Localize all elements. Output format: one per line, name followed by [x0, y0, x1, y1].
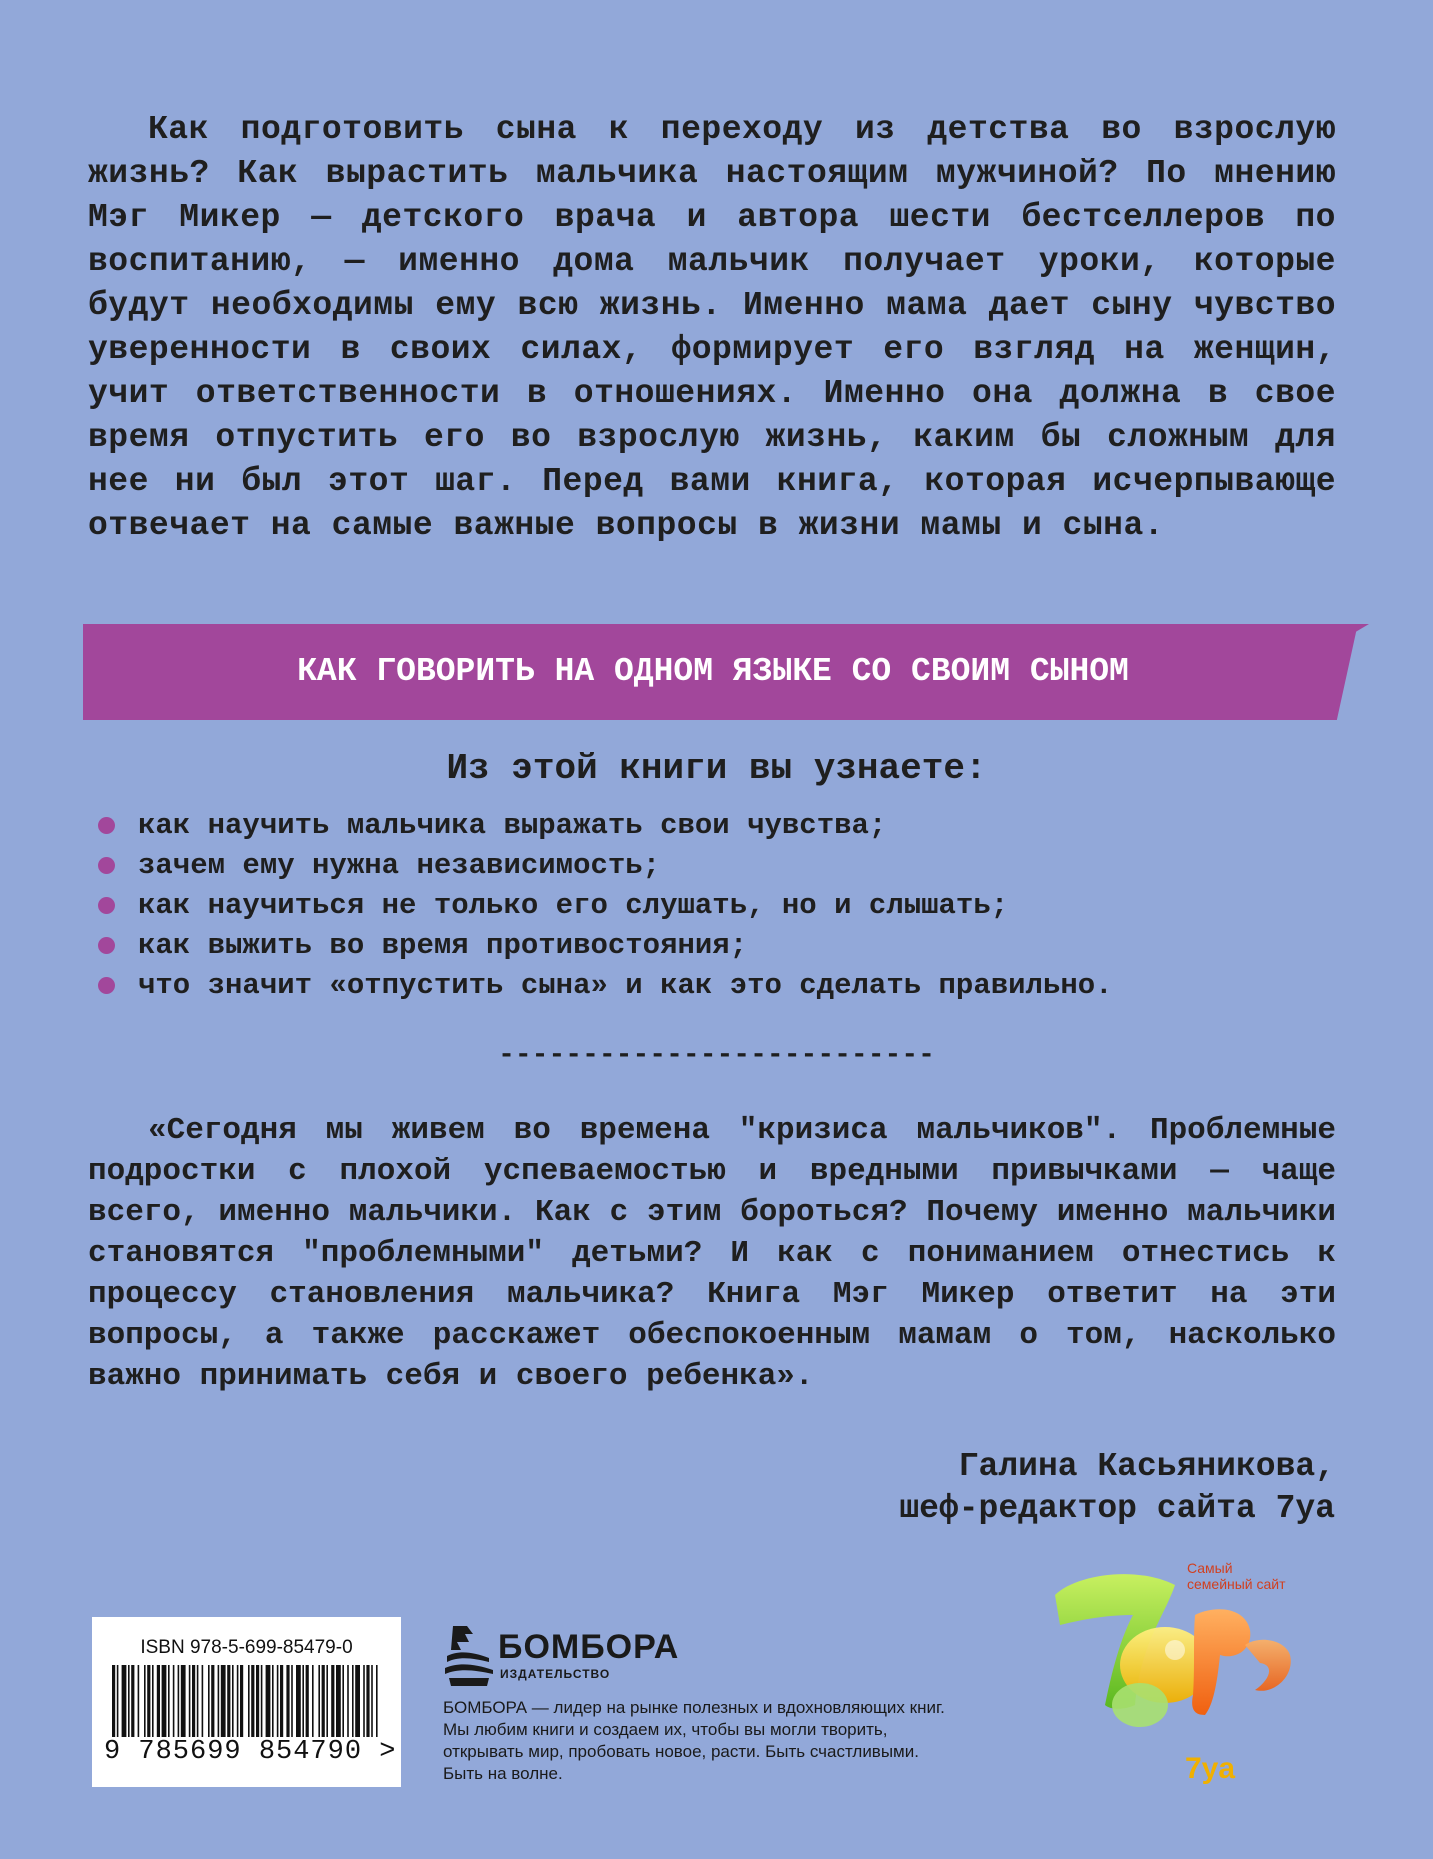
- publisher-subtitle: ИЗДАТЕЛЬСТВО: [500, 1667, 611, 1681]
- quote-paragraph: «Сегодня мы живем во времена "кризиса мальчиков". Проблемные подростки с плохой успеваемостью и вредными привычками — чаще всего, именно мальчики. Как с этим бороться? Почему именно мальчики становятся "проблемными" детьми? И как с пониманием отнестись к процессу становления мальчика? Книга Мэг Микер ответит на эти вопросы, а также расскажет обеспокоенным мамам о том, насколько важно принимать себя и своего ребенка».: [88, 1113, 1336, 1394]
- barcode-digits: 9 785699 854790 >: [104, 1737, 397, 1767]
- list-item: зачем ему нужна независимость;: [98, 846, 1113, 886]
- intro-paragraph: Как подготовить сына к переходу из детства во взрослую жизнь? Как вырастить мальчика настоящим мужчиной? По мнению Мэг Микер — детского врача и автора шести бестселлеров по воспитанию, — именно дома мальчик получает уроки, которые будут необходимы ему всю жизнь. Именно мама дает сыну чувство уверенности в своих силах, формирует его взгляд на женщин, учит ответственности в отношениях. Именно она должна в свое время отпустить его во взрослую жизнь, каким бы сложным для нее ни был этот шаг. Перед вами книга, которая исчерпывающе отвечает на самые важные вопросы в жизни мамы и сына.: [88, 111, 1336, 544]
- barcode-box: [92, 1617, 401, 1787]
- divider: --------------------------: [498, 1040, 935, 1071]
- bullet-icon: [98, 977, 115, 994]
- publisher-description: БОМБОРА — лидер на рынке полезных и вдохновляющих книг. Мы любим книги и создаем их, чтобы вы могли творить, открывать мир, пробовать новое, расти. Быть счастливыми. Быть на волне.: [443, 1698, 945, 1783]
- learn-title: Из этой книги вы узнаете:: [446, 748, 987, 789]
- bombora-logo-icon: [443, 1622, 495, 1688]
- 7ya-tagline: Самый семейный сайт: [1187, 1560, 1286, 1592]
- bullet-icon: [98, 937, 115, 954]
- 7ya-name: 7ya: [1185, 1752, 1236, 1785]
- list-item: как выжить во время противостояния;: [98, 926, 1113, 966]
- barcode-icon: [112, 1665, 382, 1737]
- author-role: шеф-редактор сайта 7ya: [899, 1490, 1335, 1527]
- list-item: как научить мальчика выражать свои чувства;: [98, 806, 1113, 846]
- intro-text: [88, 108, 1336, 548]
- publisher-name: БОМБОРА: [498, 1628, 680, 1666]
- quote-text: [88, 1110, 1336, 1397]
- author-name: Галина Касьяникова,: [958, 1448, 1335, 1485]
- quote-author: [899, 1446, 1335, 1530]
- learn-list: [98, 806, 1113, 1006]
- bullet-icon: [98, 817, 115, 834]
- bullet-icon: [98, 857, 115, 874]
- band-title: КАК ГОВОРИТЬ НА ОДНОМ ЯЗЫКЕ СО СВОИМ СЫНОМ: [297, 653, 1129, 690]
- list-item: что значит «отпустить сына» и как это сделать правильно.: [98, 966, 1113, 1006]
- bullet-icon: [98, 897, 115, 914]
- isbn-label: ISBN 978-5-699-85479-0: [140, 1637, 353, 1658]
- list-item: как научиться не только его слушать, но и слышать;: [98, 886, 1113, 926]
